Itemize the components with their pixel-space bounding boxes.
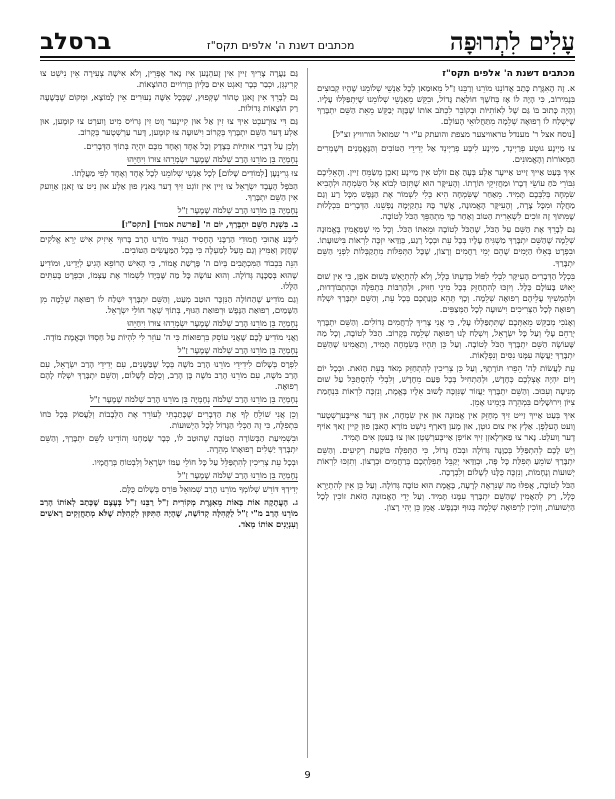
signature-line: נְחֶמְיָה בֵּן מוֹרֵנוּ הָרַב שְׁלֹמֹה שֶׁמֶעֶר זַ"ל [178,470,298,482]
page-header [40,27,575,56]
left-para: הַכֹּפֶל הָעֶבֶד יִשְׂרָאֵל צוּ זַיין אִין זוֹגְט זִיךְ דֶער גַּאנְץ פוּן אַלְע אוּן נִיט צוּ זָאגְן אַוֵועק אִין הַשֵּׁם יִתְבָּרַךְ. [40,180,298,202]
page-number: 9 [304,770,311,781]
header-brand-right: עָלִים לִתְרוּפָה [449,27,575,56]
left-para: גַּם נַעֲרָה צָרִיךְ זַיין אִין זֶעהְנֶען אִיז נָאר אָפְּרֵין, וְלֹא אִישָׁה צְעִירָה אֵין נִישְׁט צוּ קְרִינְגְּן, וּכְבַר כְּבָר זַאגְט אִים בַּלְּיוֹן בִּוְרוֹיִים הַהוֹצָאוֹת. [40,68,298,90]
letter-a-para: צוּ מַיְינֶע גוּטֶע פְרַיְינְד, מַיְינֶע לִיבָּע פְרַיְינְד אַל יְדִידֵי הַטּוֹבִים וְהַנֶּאֱמָנִים דְּשָׁמְרִים הַמְּאוֹרוֹת וְהָאֱמוּנִים. [317,142,575,164]
left-para: גַּם לְבָרֵךְ אִין זָאגְן טָהוֹר שֶׁקְּפוּץ, שֶׁבְּכָל אִשָּׁה נְעוּרִים אֵין לָמוֹצָא, וּמְקוֹם שֶׁבְּשָׁעָה רַק הוֹצָאוֹת גְּדוֹלוֹת. [40,92,298,114]
letter-d-para: ג. הָעֲתָקָה אוֹת בְּאוֹת מֵאִגֶּרֶת מְקוֹרִית זַ"ל רַבֵּנוּ זַ"ל בְּעֶצֶם שֶׁכָּתַב לְאוֹתוֹ הָרַב מוֹרֵנוּ הָרַב מ"י זַ"ל לַקְּהִלָּה קְדוֹשָׁה, שֶׁהָיָה הַתִּקּוּן לִקְהִלַּת שֶׁלֹּא מְתַחֲזְקִים רָאשִׁים וְעִנְיָנִים אוֹתוֹ מְאֹד. [40,497,298,530]
left-para: וְלָכֵן עַל דְּבָרֵי אוּתִיּוֹת בְּצֶדֶק וְכָל אֶחָד וְאֶחָד מִכֶּם יִהְיֶה בְּתוֹךְ הַדְּבָרִים. [83,140,298,151]
header-rule-thick [40,56,575,58]
signature-line: נְחֶמְיָה בֵּן מוֹרֵנוּ הָרַב שְׁלֹמֹה שֶׁמֶעֶר זַ"ל [178,205,298,217]
letter-a-para: א. זֶה הָאִגֶּרֶת כָּתַב אֲדוֹנֵנוּ מוֹרֵנוּ וְרַבֵּנוּ זַ"ל מֵאוּמַאן לְכָל אַנְשֵׁי שְׁלוֹמֵנוּ שֶׁהָיוּ קְבוּצִים בִּנֶמִירוֹב, כִּי הָיָה לוֹ אָז בְּחֹשֶׁךְ חוֹלַאַת גָּדוֹל, וּבִקֵּשׁ מֵאַנְשֵׁי שְׁלוֹמֵנוּ שֶׁיִּתְפַּלְּלוּ עָלָיו. וְהָיָה כָּתוּב בּוֹ גַּם שֶׁל לְאוֹתִיּוֹת וּבְקוֹבֵר לִכְתֹּב אוֹתוֹ שֶׁבָּזֶה יְבַקֵּשׁ מֵאֵת הַשֵּׁם יִתְבָּרַךְ שֶׁיִּשְׁלַח לוֹ רְפוּאָה שְׁלֵמָה מִתַּחֲלוּאֵי הָעוֹלָם. [317,83,575,127]
signature-line: נְחֶמְיָה בֵּן מוֹרֵנוּ הָרַב שְׁלֹמֹה שֶׁמֶעֶר יִשְׂמְרֵהוּ צוּרוֹ וִיחַיֵּהוּ [127,318,298,330]
signature-line: נְחֶמְיָה בֵּן מוֹרֵנוּ הָרַב שְׁלֹמֹה שֶׁמֶעֶר יִשְׂמְרֵהוּ צוּרוֹ וִיחַיֵּהוּ [127,154,298,166]
left-para: וּבְכָל עֵת צְרִיכִין לְהִתְפַּלֵּל עַל כָּל חוֹלֵי עַמּוֹ יִשְׂרָאֵל וְלִבְטוֹחַ בְּרַחֲמָיו. [91,456,298,467]
column-divider [307,68,308,758]
letter-a-para: עֵת לַעֲשׂוֹת לַה' הֵפֵרוּ תּוֹרָתֶךָ, וְעַל כֵּן צְרִיכִין לְהִתְחַזֵּק מְאֹד בָּעֵת הַזֹּאת. וּבְכָל יוֹם וָיוֹם יִהְיֶה אֶצְלְכֶם כְּחָדָשׁ, וּלְהַתְחִיל בְּכָל פַּעַם מֵחָדָשׁ, וְלִבְלִי לְהִסְתַּכֵּל עַל שׁוּם מְנִיעָה וְעִכּוּב. וְהַשֵּׁם יִתְבָּרַךְ יַעֲזוֹר שֶׁנִּזְכֶּה לָשׁוּב אֵלָיו בֶּאֱמֶת, וְנִזְכֶּה לִרְאוֹת בִּנְחָמַת צִיּוֹן וִירוּשָׁלַיִם בִּמְהֵרָה בְּיָמֵינוּ אָמֵן. [317,363,575,407]
letter-b-para: הִנֵּה בִּכְבוֹד הַמִּכְתָּבִים בְּיוֹם ה' פָּרָשַׁת אֱמוֹר, כִּי הָאִישׁ הָרוֹפֵא הָגִיעַ לְיָדֵינוּ, וּמוֹדִיעַ שֶׁהוּא בְּסַכָּנָה גְּדוֹלָה. וְהוּא עוֹשֶׂה כָּל מַה שֶּׁבְּיָדוֹ לִשְׁמוֹר אֶת עַצְמוֹ, וּבִפְרָט בָּעִתִּים הַלָּלוּ. [40,258,298,291]
letter-a-para: בִּכְלָל הַדְּבָרִים הָעִיקָּר לִבְלִי לִפּוֹל בְּדַעְתּוֹ כְּלָל, וְלֹא לְהִתְיָאֵשׁ בְּשׁוּם אֹפֶן, כִּי אֵין שׁוּם יֵאוּשׁ בָּעוֹלָם כְּלָל. וְיִזְכּוּ לְהִתְחַזֵּק בְּכָל מִינֵי חִזּוּק, וּלְהַרְבּוֹת בִּתְפִלָּה וּבְהִתְבּוֹדְדוּת, וּלְהַמְשִׁיךְ עֲלֵיהֶם רְפוּאָה שְׁלֵמָה. וְכָךְ תְּהֵא כַּוָּנַתְכֶם בְּכָל עֵת, וְהַשֵּׁם יִתְבָּרַךְ יִשְׁלַח רְפוּאָה לְכָל הַצְּרִיכִים וִישׁוּעָה לְכָל הַמְּצַפִּים. [317,270,575,314]
section-title: מכתבים דשנת ה' אלפים תקס"ז [442,68,575,79]
letter-a-para: גַּם לְבָרֵךְ אֶת הַשֵּׁם עַל הַכֹּל, שֶׁהַכֹּל לְטוֹבָה וּמֵאִתּוֹ הַכֹּל. וְכָל מִי שֶׁמַּאֲמִין בֶּאֱמוּנָה שְׁלֵמָה שֶׁהַשֵּׁם יִתְבָּרַךְ מַשְׁגִּיחַ עָלָיו בְּכָל עֵת וּבְכָל רֶגַע, בְּוַדַּאי יִזְכֶּה לִרְאוֹת בִּישׁוּעָתוֹ. וּבִפְרָט בְּאֵלּוּ הַיָּמִים שֶׁהֵם יְמֵי רַחֲמִים וְרָצוֹן, שֶׁכָּל הַתְּפִלּוֹת מִתְקַבְּלוֹת לִפְנֵי הַשֵּׁם יִתְבָּרַךְ. [317,224,575,268]
signature-line: נְחֶמְיָה בֵּן מוֹרֵנוּ הָרַב שְׁלֹמֹה שֶׁמֶעֶר זַ"ל [178,345,298,357]
letter-b-para: וְגַם מוֹדִיעַ שֶׁהַחוֹלֶה הַנִּזְכָּר הוּטַב מְעַט, וְהַשֵּׁם יִתְבָּרַךְ יִשְׁלַח לוֹ רְפוּאָה שְׁלֵמָה מִן הַשָּׁמַיִם, רְפוּאַת הַנֶּפֶשׁ וּרְפוּאַת הַגּוּף, בְּתוֹךְ שְׁאָר חוֹלֵי יִשְׂרָאֵל. [40,293,298,315]
header-brand-left: ברסלב [40,29,112,55]
letter-a-para: [נוסח אצל ר' מענדל טראוויצער מצפת והועתק ע"י ר' שמואל הורוויץ זצ"ל] [332,129,575,140]
signature-line: נְחֶמְיָה בֵּן מוֹרֵנוּ הָרַב שְׁלֹמֹה שֶׁמֶעֶר זַ"ל [90,394,210,406]
left-para: לִפְרָס בְּשָׁלוֹם לִידִידֵי מוֹרֵנוּ הָרַב מֹשֶׁה בְּכָל שֶׁבַּשָּׁנִים, עִם יְדִידֵי הָרַב יִשְׂרָאֵל, עִם הָרַב מֹשֶׁה, עִם מוֹרֵנוּ הָרַב מֹשֶׁה בֶּן הָרַב, וְכֻלָּם לְשָׁלוֹם, וְהַשֵּׁם יִתְבָּרַךְ יִשְׁלַח לָהֶם רְפוּאָה. [40,359,298,392]
letter-a-para: אִיךְ בְּעַט אַייךְ זַייט אַייעֶר אַלְע בְּעֶהַ אָם זוֹלְט אִין מַיינֶע זַאכֶן מְשַׂמֵּחַ זַיין. וְהָאֵלִיכֶם גִּבּוֹרֵי כֹּחַ עוֹשֵׂי דְבָרוֹ וּמַחֲזִיקֵי תּוֹרָתוֹ. וְהָעִיקָּר הוּא שֶׁתִּזְכּוּ לְבוֹא אֶל הַשִּׂמְחָה וּלְהָבִיא שִׂמְחָה בְּלִבְּכֶם תָּמִיד. מֵאַחַר שֶׁשִּׂמְחָה הִיא כְּלִי לִשְׁמוֹר אֶת הַנֶּפֶשׁ מִכָּל רַע וְגַם מַחֲלָה וּמִכָּל צָרָה, וְהָעִיקָּר הָאֱמוּנָה, אֲשֶׁר בָּהּ נִתְקַיְּמָה נַפְשֵׁנוּ. הַדְּבָרִים בִּכְלָלוּת שֶׁמִּתּוֹךְ זֶה זוֹכִים לִשְׁאֵרִית הַטּוֹב וְאַחַר כָּךְ מִתְהַפֵּךְ הַכֹּל לְטוֹבָה. [317,166,575,222]
left-column [40,68,298,758]
left-para: וַאֲנִי מוֹדִיעַ לָכֶם שֶׁאֲנִי עוֹסֵק בִּרְפוּאוֹת כִּי ה' עוֹזֵר לִי לִהְיוֹת עַל חַסְדּוֹ וּבֶאֱמֶת מוֹדֶה. [42,331,298,342]
left-para: גַּם דִּי צוּרֶעכְט אִיךְ צוּ זִין אַל אוּן קִיינֶער וֶוט זִין גְּרוֹיס מִיט וֶוערְט צוּ קוּמֶען, אוּן אַלְע דֶּער הַשֵּׁם יִתְבָּרַךְ בְּקָרוֹב וִישׁוּעָה צוּ קוּמֶען, דֶּער עַרְשְׁטֶער בְּקָרוֹב. [40,116,298,138]
signature-line: נְחֶמְיָה בֵּן מוֹרֵנוּ הָרַב שְׁלֹמֹה [213,394,298,406]
header-rule-thin [40,60,575,61]
left-para: יְדִידְךָ דּוֹרֵשׁ שְׁלוֹמְךָ מוֹרֵנוּ הָרַב שְׁמוּאֵל פּוֹרֵס בְּשָׁלוֹם כֻּלָּם. [119,484,298,495]
letter-a-para: וְאָנֹכִי מְבַקֵּשׁ מֵאִתְּכֶם שֶׁתִּתְפַּלְּלוּ עָלַי, כִּי אֲנִי צָרִיךְ לְרַחֲמִים גְּדוֹלִים. וְהַשֵּׁם יִתְבָּרַךְ יְרַחֵם עָלַי וְעַל כָּל יִשְׂרָאֵל, וְיִשְׁלַח לָנוּ רְפוּאָה שְׁלֵמָה בְּקָרוֹב. הַכֹּל לְטוֹבָה, וְכָל מַה שֶּׁעוֹשֶׂה הַשֵּׁם יִתְבָּרַךְ הַכֹּל לְטוֹבָה. וְעַל כֵּן תִּהְיוּ בְּשִׂמְחָה תָּמִיד, וְתַאֲמִינוּ שֶׁהַשֵּׁם יִתְבָּרַךְ יַעֲשֶׂה עִמָּנוּ נִסִּים וְנִפְלָאוֹת. [317,316,575,361]
right-column [317,68,575,758]
header-running-title: מכתבים דשנת ה' אלפים תקס"ז [206,39,355,52]
letter-a-para: אִיךְ בְּעַט אַייךְ זַייט זִיךְ מְחַזֵּק אִין אֱמוּנָה אוּן אִין שִׂמְחָה, אוּן דֶער אַייבֶּערְשְׁטֶער וֶועט הֶעלְפְן. אַלְץ אִיז צוּם גוּטְן, אוּן מֶען דַּארְף נִישְׁט מוֹרָא הָאבְּן פוּן קֵיין זַאךְ אוֹיף דֶער וֶועלְט. נָאר צוּ פַארְלָאזְן זִיךְ אוֹיפְן אַייבֶּערְשְׁטְן אוּן צוּ בֶּעטְן אִים תָּמִיד. [317,409,575,442]
left-para: וְכֵן אֲנִי שׁוֹלֵחַ לְךָ אֶת הַדְּבָרִים שֶׁכָּתַבְתִּי לְעוֹרֵר אֶת הַלְּבָבוֹת וְלַעֲסוֹק בְּכָל כֹּחוֹ בִּתְפִלָּה, כִּי זֶה הַכְּלִי הַגָּדוֹל לְכָל הַיְשׁוּעוֹת. [40,408,298,430]
left-para: צוּ גְרִינְעָן [לְמוֹדִים שָׁלוֹם] לְכָל אַנְשֵׁי שְׁלוֹמֵנוּ לְכָל אֶחָד וְאֶחָד לְפִי מַעֲלָתוֹ. [71,167,298,178]
letter-a-para: הַכֹּל לְטוֹבָה, אֲפִלּוּ מַה שֶּׁנִּרְאֶה לְרָעָה, בֶּאֱמֶת הוּא טוֹבָה גְּדוֹלָה. וְעַל כֵּן אֵין לְהִתְיָרֵא כְּלָל, רַק לְהַאֲמִין שֶׁהַשֵּׁם יִתְבָּרַךְ עִמָּנוּ תָּמִיד. וְעַל יְדֵי הָאֱמוּנָה הַזֹּאת זוֹכִין לְכָל הַיְשׁוּעוֹת, וְזוֹכִין לִרְפוּאָה שְׁלֵמָה בְּגוּף וּבְנֶפֶשׁ. אֲמֵן כֵּן יְהִי רָצוֹן. [317,480,575,513]
letter-b-title: ב. בִּשְׁנַת הַשֵּׁם יִתְבָּרַךְ, יוֹם ה' [פרשת אמור] [תקס"ז] [40,219,298,232]
letter-a-para: וְיֵשׁ לָכֶם לְהִתְפַּלֵּל בְּכַוָּנָה גְּדוֹלָה וּבְכֹחַ גָּדוֹל, כִּי הַתְּפִלָּה בּוֹקַעַת רְקִיעִים. וְהַשֵּׁם יִתְבָּרַךְ שׁוֹמֵעַ תְּפִלַּת כָּל פֶּה, וּבְוַדַּאי יְקַבֵּל תְּפִלַּתְכֶם בְּרַחֲמִים וּבְרָצוֹן. וְתִזְכּוּ לִרְאוֹת יְשׁוּעוֹת וְנֶחָמוֹת, וְנִזְכֶּה כֻּלָּנוּ לְשָׁלוֹם וְלִבְרָכָה. [317,445,575,478]
left-para: וּבִשְׁמִיעַת הַבְּשׂוֹרָה הַטּוֹבָה שֶׁהוּטַב לוֹ, כְּבָר שָׂמַחְנוּ וְהוֹדֵינוּ לַשֵּׁם יִתְבָּרַךְ, וְהַשֵּׁם יִתְבָּרַךְ יַשְׁלִים רְפוּאָתוֹ מְהֵרָה. [40,432,298,454]
letter-b-para: לִיבֶּע אֲהוּבִי חֲמוּדִי הַרַבָּנִי הֶחָסִיד הַנִּגִּיד מוֹרֵנוּ הָרַב בָּרוּךְ אֵיזִיק אִישׁ יְרֵא אֱלֹקִים שֶׁחֲזָק וְאַמִּיץ וְגַם מֵעַל לְמַעְלָה כִּי בְּכָל הַמַּעֲשִׂים הַטּוֹבִים. [40,234,298,256]
